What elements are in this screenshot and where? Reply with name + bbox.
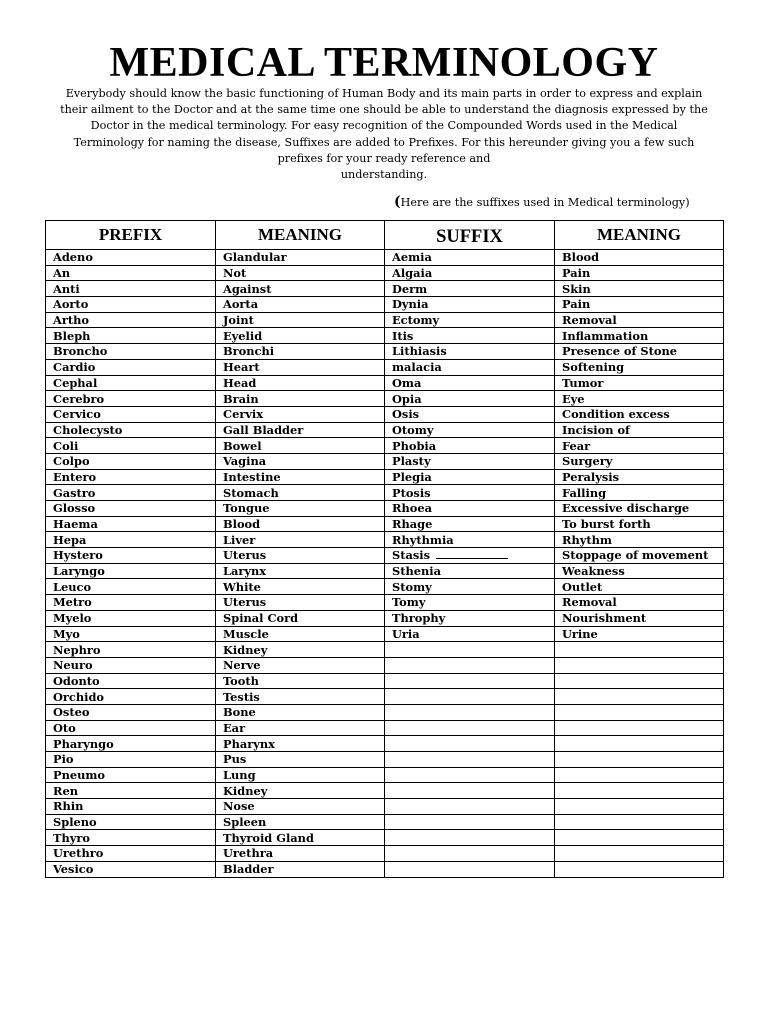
prefix-cell: Osteo <box>46 704 216 720</box>
suffix-cell: Aemia <box>385 250 555 266</box>
table-row <box>46 485 724 501</box>
suffix-meaning-cell <box>555 752 724 768</box>
prefix-cell: Cardio <box>46 359 216 375</box>
suffix-meaning-cell: Softening <box>555 359 724 375</box>
table-row <box>46 359 724 375</box>
prefix-cell: Coli <box>46 438 216 454</box>
prefix-cell: Haema <box>46 516 216 532</box>
prefix-meaning-cell: Aorta <box>216 297 385 313</box>
suffix-meaning-cell: Urine <box>555 626 724 642</box>
prefix-cell: Rhin <box>46 799 216 815</box>
underline-rule <box>436 558 508 559</box>
suffix-cell <box>385 704 555 720</box>
suffix-note <box>394 194 690 211</box>
prefix-meaning-cell: Larynx <box>216 563 385 579</box>
suffix-cell <box>385 689 555 705</box>
suffix-meaning-cell <box>555 673 724 689</box>
suffix-cell: Stasis <box>385 548 555 564</box>
prefix-cell: Neuro <box>46 657 216 673</box>
prefix-meaning-cell: Uterus <box>216 548 385 564</box>
suffix-meaning-cell: Surgery <box>555 453 724 469</box>
prefix-meaning-cell: Liver <box>216 532 385 548</box>
suffix-cell: Oma <box>385 375 555 391</box>
table-header-row <box>46 221 724 250</box>
suffix-cell <box>385 767 555 783</box>
prefix-cell: Entero <box>46 469 216 485</box>
prefix-cell: Thyro <box>46 830 216 846</box>
suffix-meaning-cell: Excessive discharge <box>555 501 724 517</box>
prefix-cell: Anti <box>46 281 216 297</box>
table-row <box>46 720 724 736</box>
prefix-cell: Adeno <box>46 250 216 266</box>
prefix-meaning-cell: Muscle <box>216 626 385 642</box>
suffix-meaning-cell: Skin <box>555 281 724 297</box>
prefix-meaning-cell: Cervix <box>216 406 385 422</box>
suffix-meaning-cell: Blood <box>555 250 724 266</box>
prefix-meaning-cell: Nerve <box>216 657 385 673</box>
suffix-cell: Rhythmia <box>385 532 555 548</box>
intro-line: their ailment to the Doctor and at the same time one should be able to understand the diagnosis expressed by the <box>60 103 708 117</box>
suffix-meaning-cell: Rhythm <box>555 532 724 548</box>
suffix-meaning-cell <box>555 657 724 673</box>
prefix-cell: Laryngo <box>46 563 216 579</box>
prefix-meaning-cell: Spinal Cord <box>216 610 385 626</box>
suffix-cell: Opia <box>385 391 555 407</box>
header-meaning: MEANING <box>216 221 385 250</box>
table-row <box>46 814 724 830</box>
suffix-cell <box>385 783 555 799</box>
prefix-meaning-cell: Bronchi <box>216 344 385 360</box>
suffix-cell <box>385 799 555 815</box>
prefix-cell: Cholecysto <box>46 422 216 438</box>
suffix-meaning-cell <box>555 846 724 862</box>
prefix-meaning-cell: Blood <box>216 516 385 532</box>
prefix-meaning-cell: Spleen <box>216 814 385 830</box>
prefix-meaning-cell: Tooth <box>216 673 385 689</box>
prefix-meaning-cell: White <box>216 579 385 595</box>
suffix-meaning-cell: Falling <box>555 485 724 501</box>
prefix-cell: Spleno <box>46 814 216 830</box>
prefix-meaning-cell: Tongue <box>216 501 385 517</box>
table-row <box>46 344 724 360</box>
suffix-meaning-cell <box>555 642 724 658</box>
prefix-cell: Pneumo <box>46 767 216 783</box>
suffix-cell: Rhage <box>385 516 555 532</box>
suffix-cell <box>385 673 555 689</box>
prefix-cell: Cerebro <box>46 391 216 407</box>
table-row <box>46 297 724 313</box>
table-row <box>46 328 724 344</box>
table-row <box>46 312 724 328</box>
table-row <box>46 783 724 799</box>
suffix-meaning-cell: Pain <box>555 265 724 281</box>
prefix-meaning-cell: Gall Bladder <box>216 422 385 438</box>
suffix-cell: malacia <box>385 359 555 375</box>
table-row <box>46 799 724 815</box>
table-row <box>46 767 724 783</box>
prefix-cell: Aorto <box>46 297 216 313</box>
suffix-cell: Derm <box>385 281 555 297</box>
prefix-meaning-cell: Not <box>216 265 385 281</box>
prefix-cell: Orchido <box>46 689 216 705</box>
prefix-cell: Broncho <box>46 344 216 360</box>
prefix-meaning-cell: Brain <box>216 391 385 407</box>
prefix-meaning-cell: Testis <box>216 689 385 705</box>
suffix-cell <box>385 720 555 736</box>
suffix-cell <box>385 752 555 768</box>
prefix-cell: Artho <box>46 312 216 328</box>
prefix-meaning-cell: Glandular <box>216 250 385 266</box>
note-open-paren: ( <box>394 194 401 210</box>
prefix-meaning-cell: Ear <box>216 720 385 736</box>
table-row <box>46 406 724 422</box>
table-row <box>46 642 724 658</box>
suffix-meaning-cell <box>555 799 724 815</box>
intro-line: Terminology for naming the disease, Suffixes are added to Prefixes. For this hereunder giving you a few such <box>73 135 695 149</box>
prefix-cell: Hystero <box>46 548 216 564</box>
prefix-meaning-cell: Lung <box>216 767 385 783</box>
prefix-cell: Odonto <box>46 673 216 689</box>
prefix-meaning-cell: Bowel <box>216 438 385 454</box>
suffix-meaning-cell: Inflammation <box>555 328 724 344</box>
prefix-meaning-cell: Nose <box>216 799 385 815</box>
prefix-meaning-cell: Uterus <box>216 595 385 611</box>
suffix-cell: Lithiasis <box>385 344 555 360</box>
suffix-cell: Dynia <box>385 297 555 313</box>
header-meaning: MEANING <box>555 221 724 250</box>
prefix-meaning-cell: Heart <box>216 359 385 375</box>
suffix-cell: Ectomy <box>385 312 555 328</box>
prefix-cell: Vesico <box>46 861 216 877</box>
prefix-meaning-cell: Intestine <box>216 469 385 485</box>
suffix-meaning-cell: Fear <box>555 438 724 454</box>
prefix-meaning-cell: Pus <box>216 752 385 768</box>
suffix-cell <box>385 657 555 673</box>
header-suffix: SUFFIX <box>385 221 555 250</box>
prefix-meaning-cell: Pharynx <box>216 736 385 752</box>
prefix-cell: Nephro <box>46 642 216 658</box>
table-row <box>46 846 724 862</box>
suffix-cell <box>385 830 555 846</box>
table-row <box>46 281 724 297</box>
table-row <box>46 501 724 517</box>
table-row <box>46 516 724 532</box>
suffix-meaning-cell: Nourishment <box>555 610 724 626</box>
table-row <box>46 391 724 407</box>
prefix-cell: Pio <box>46 752 216 768</box>
prefix-meaning-cell: Eyelid <box>216 328 385 344</box>
suffix-cell: Algaia <box>385 265 555 281</box>
intro-line: Doctor in the medical terminology. For easy recognition of the Compounded Words used in the Medical <box>90 119 678 133</box>
table-row <box>46 657 724 673</box>
prefix-cell: Oto <box>46 720 216 736</box>
table-row <box>46 548 724 564</box>
prefix-meaning-cell: Kidney <box>216 783 385 799</box>
suffix-cell: Itis <box>385 328 555 344</box>
suffix-meaning-cell: Presence of Stone <box>555 344 724 360</box>
suffix-meaning-cell <box>555 814 724 830</box>
prefix-cell: Cephal <box>46 375 216 391</box>
suffix-meaning-cell: Removal <box>555 595 724 611</box>
table-row <box>46 375 724 391</box>
prefix-cell: Ren <box>46 783 216 799</box>
suffix-meaning-cell: Incision of <box>555 422 724 438</box>
suffix-meaning-cell: Eye <box>555 391 724 407</box>
suffix-meaning-cell: Peralysis <box>555 469 724 485</box>
suffix-meaning-cell: Tumor <box>555 375 724 391</box>
terminology-table <box>45 220 724 878</box>
suffix-cell <box>385 846 555 862</box>
prefix-cell: Pharyngo <box>46 736 216 752</box>
table-row <box>46 422 724 438</box>
suffix-meaning-cell <box>555 830 724 846</box>
table-row <box>46 610 724 626</box>
prefix-cell: Urethro <box>46 846 216 862</box>
suffix-cell: Phobia <box>385 438 555 454</box>
prefix-meaning-cell: Bone <box>216 704 385 720</box>
prefix-cell: Hepa <box>46 532 216 548</box>
prefix-cell: Gastro <box>46 485 216 501</box>
table-row <box>46 250 724 266</box>
prefix-cell: Metro <box>46 595 216 611</box>
table-row <box>46 579 724 595</box>
suffix-cell <box>385 642 555 658</box>
table-row <box>46 736 724 752</box>
intro-paragraph <box>40 86 728 183</box>
suffix-meaning-cell <box>555 704 724 720</box>
prefix-meaning-cell: Urethra <box>216 846 385 862</box>
suffix-cell <box>385 861 555 877</box>
suffix-cell: Sthenia <box>385 563 555 579</box>
suffix-meaning-cell: Removal <box>555 312 724 328</box>
table-row <box>46 673 724 689</box>
prefix-meaning-cell: Joint <box>216 312 385 328</box>
table-row <box>46 595 724 611</box>
prefix-meaning-cell: Kidney <box>216 642 385 658</box>
prefix-meaning-cell: Thyroid Gland <box>216 830 385 846</box>
table-row <box>46 265 724 281</box>
suffix-cell: Tomy <box>385 595 555 611</box>
table-row <box>46 563 724 579</box>
suffix-meaning-cell <box>555 767 724 783</box>
prefix-meaning-cell: Stomach <box>216 485 385 501</box>
table-row <box>46 704 724 720</box>
suffix-meaning-cell: Outlet <box>555 579 724 595</box>
suffix-cell: Otomy <box>385 422 555 438</box>
note-text: Here are the suffixes used in Medical terminology) <box>400 196 690 209</box>
prefix-cell: Myelo <box>46 610 216 626</box>
prefix-meaning-cell: Head <box>216 375 385 391</box>
table-row <box>46 830 724 846</box>
prefix-meaning-cell: Against <box>216 281 385 297</box>
table-row <box>46 861 724 877</box>
intro-line: prefixes for your ready reference and <box>277 151 491 165</box>
prefix-cell: Bleph <box>46 328 216 344</box>
suffix-meaning-cell: Pain <box>555 297 724 313</box>
suffix-meaning-cell <box>555 720 724 736</box>
prefix-cell: Colpo <box>46 453 216 469</box>
prefix-cell: An <box>46 265 216 281</box>
prefix-meaning-cell: Vagina <box>216 453 385 469</box>
suffix-meaning-cell: Condition excess <box>555 406 724 422</box>
suffix-meaning-cell <box>555 783 724 799</box>
table-row <box>46 438 724 454</box>
table-row <box>46 626 724 642</box>
intro-line: understanding. <box>340 168 428 182</box>
suffix-cell: Plasty <box>385 453 555 469</box>
suffix-meaning-cell <box>555 736 724 752</box>
suffix-cell: Plegia <box>385 469 555 485</box>
intro-line: Everybody should know the basic functioning of Human Body and its main parts in order to express and explain <box>65 87 703 100</box>
page-title: MEDICAL TERMINOLOGY <box>109 40 659 86</box>
suffix-meaning-cell: To burst forth <box>555 516 724 532</box>
suffix-meaning-cell <box>555 861 724 877</box>
suffix-cell: Throphy <box>385 610 555 626</box>
prefix-cell: Cervico <box>46 406 216 422</box>
suffix-meaning-cell: Stoppage of movement <box>555 548 724 564</box>
prefix-cell: Leuco <box>46 579 216 595</box>
suffix-cell <box>385 814 555 830</box>
suffix-meaning-cell <box>555 689 724 705</box>
table-row <box>46 469 724 485</box>
suffix-cell: Uria <box>385 626 555 642</box>
suffix-cell: Ptosis <box>385 485 555 501</box>
prefix-cell: Glosso <box>46 501 216 517</box>
table-row <box>46 752 724 768</box>
suffix-meaning-cell: Weakness <box>555 563 724 579</box>
header-prefix: PREFIX <box>46 221 216 250</box>
prefix-cell: Myo <box>46 626 216 642</box>
prefix-meaning-cell: Bladder <box>216 861 385 877</box>
suffix-cell <box>385 736 555 752</box>
table-row <box>46 532 724 548</box>
suffix-cell: Osis <box>385 406 555 422</box>
suffix-cell: Stomy <box>385 579 555 595</box>
suffix-cell: Rhoea <box>385 501 555 517</box>
table-row <box>46 689 724 705</box>
table-body <box>46 250 724 878</box>
table-row <box>46 453 724 469</box>
